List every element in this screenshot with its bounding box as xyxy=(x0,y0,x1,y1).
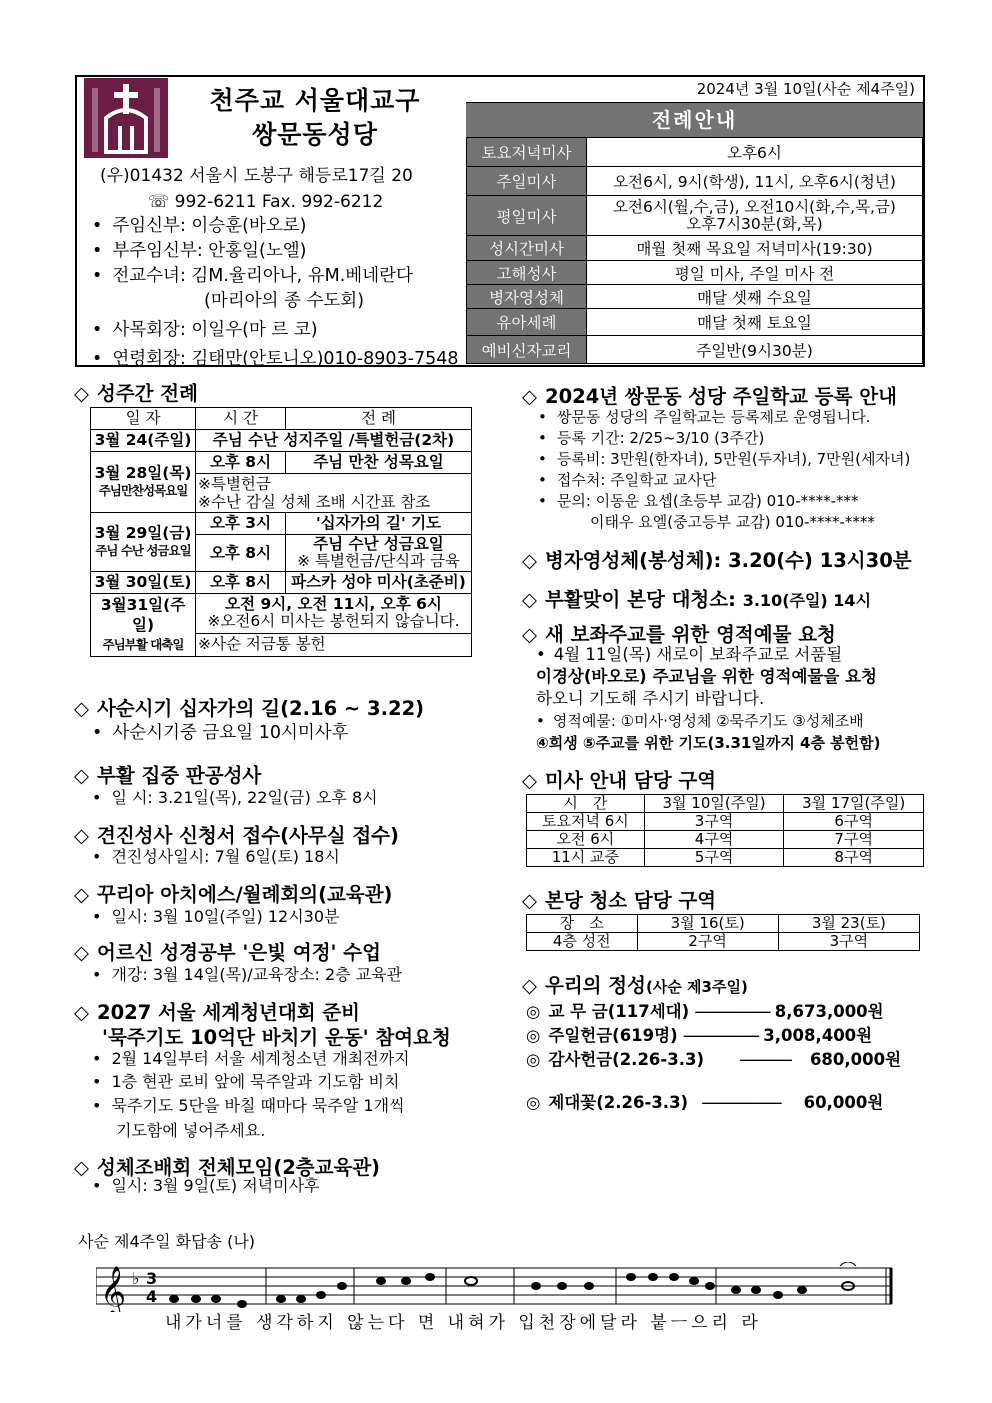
svg-text:3: 3 xyxy=(146,1269,158,1288)
list-item: • 일시: 3월 9일(토) 저녁미사후 xyxy=(92,1175,320,1197)
offering-row: ◎ 제대꽃(2.26-3.3) -------------------- 60,000원 xyxy=(526,1093,884,1112)
table-row: 11시 교중 5구역 8구역 xyxy=(527,849,924,867)
svg-text:♭: ♭ xyxy=(132,1269,140,1288)
table-row: 3월 29일(금) 주님 수난 성금요일 오후 3시 '십자가의 길' 기도 xyxy=(91,513,472,535)
table-row: 평일미사 오전6시(월,수,금), 오전10시(화,수,목,금) 오후7시30분(화,목) xyxy=(467,196,923,236)
table-row: 토요저녁미사 오후6시 xyxy=(467,138,923,167)
table-row: 유아세례 매달 첫째 토요일 xyxy=(467,309,923,336)
liturgy-guide-title: 전례안내 xyxy=(466,103,923,137)
curia-heading: ◇ 꾸리아 아치에스/월례회의(교육관) xyxy=(74,883,393,906)
sunday-school-list xyxy=(538,407,923,533)
table-row: 고해성사 평일 미사, 주일 미사 전 xyxy=(467,261,923,285)
sunday-school-heading: ◇ 2024년 쌍문동 성당 주일학교 등록 안내 xyxy=(522,385,897,408)
sick-communion-heading: ◇ 병자영성체(봉성체): 3.20(수) 13시30분 xyxy=(522,549,912,572)
offering-row: ◎ 주일헌금(619명) ------------------- 3,008,400원 xyxy=(526,1026,873,1045)
table-row: 예비신자교리 주일반(9시30분) xyxy=(467,336,923,364)
svg-text:4: 4 xyxy=(146,1287,158,1306)
staff-item-cont: (마리아의 종 수도회) xyxy=(204,291,365,311)
list-item: • 2월 14일부터 서울 세계청소년 개최전까지 xyxy=(92,1048,410,1070)
list-item: • 개강: 3월 14일(목)/교육장소: 2층 교육관 xyxy=(92,964,402,986)
table-row: 오전 6시 4구역 7구역 xyxy=(527,831,924,849)
table-row: 장 소 3월 16(토) 3월 23(토) xyxy=(527,915,920,933)
table-row: 3월31일(주일) 주님부활 대축일 오전 9시, 오전 11시, 오후 6시 ※오전6시 미사는 봉헌되지 않습니다. xyxy=(91,594,472,634)
cleaning-duty-heading: ◇ 본당 청소 담당 구역 xyxy=(522,889,717,912)
mass-schedule-table xyxy=(466,137,923,364)
table-row: 3월 24(주일) 주님 수난 성지주일 /특별헌금(2차) xyxy=(91,430,472,452)
table-row: ※특별헌금 ※수난 감실 성체 조배 시간표 참조 xyxy=(91,474,472,513)
offering-row: ◎ 교 무 금(117세대) ------------------- 8,673,000원 xyxy=(526,1002,884,1021)
wyd-subheading: '묵주기도 10억단 바치기 운동' 참여요청 xyxy=(102,1026,451,1049)
list-item-cont: 기도함에 넣어주세요. xyxy=(116,1121,266,1140)
list-item: • 쌍문동 성당의 주일학교는 등록제로 운영됩니다. xyxy=(538,407,923,428)
bulletin-date: 2024년 3월 10일(사순 제4주일) xyxy=(466,77,923,103)
staff-item: • 주임신부: 이승훈(바오로) xyxy=(92,216,307,236)
svg-text:𝄞: 𝄞 xyxy=(100,1266,127,1312)
list-item-cont: 이태우 요엘(중고등부 교감) 010-****-**** xyxy=(590,513,875,531)
parish-address: (우)01432 서울시 도봉구 해등로17길 20 xyxy=(100,166,413,186)
table-row: 3월 30일(토) 오후 8시 파스카 성야 미사(초준비) xyxy=(91,572,472,594)
list-item: • 등록비: 3만원(한자녀), 5만원(두자녀), 7만원(세자녀) xyxy=(538,449,923,470)
table-row: 병자영성체 매달 셋째 수요일 xyxy=(467,285,923,309)
staff-list xyxy=(92,214,462,372)
table-row: 오후 8시 주님 수난 성금요일 ※ 특별헌금/단식과 금육 xyxy=(91,535,472,572)
confession-heading: ◇ 부활 집중 판공성사 xyxy=(74,764,262,787)
table-row: 토요저녁 6시 3구역 6구역 xyxy=(527,813,924,831)
bishop-prayer-text: • 4월 11일(목) 새로이 보좌주교로 서품될 이경상(바오로) 주교님을 위한 영적예물을 요청 하오니 기도해 주시기 바랍니다. • 영적예물: ①미사·영성체 ②묵주기도 ③성체조배 ④희생 ⑤주교를 위한 기도(3.31일까지 4층 봉헌함) xyxy=(536,645,881,752)
wyd-heading: ◇ 2027 서울 세계청년대회 준비 xyxy=(74,1001,361,1024)
table-row: 주일미사 오전6시, 9시(학생), 11시, 오후6시(청년) xyxy=(467,167,923,196)
responsorial-psalm-title: 사순 제4주일 화답송 (나) xyxy=(78,1232,256,1251)
list-item: • 1층 현관 로비 앞에 묵주알과 기도함 비치 xyxy=(92,1071,399,1093)
table-row: 3월 28일(목) 주님만찬성목요일 오후 8시 주님 만찬 성목요일 xyxy=(91,452,472,474)
list-item: • 묵주기도 5단을 바칠 때마다 묵주알 1개씩 xyxy=(92,1095,405,1117)
parish-title-line1: 천주교 서울대교구 xyxy=(209,86,421,115)
list-item: • 사순시기중 금요일 10시미사후 xyxy=(92,722,349,744)
list-item: • 일 시: 3.21일(목), 22일(금) 오후 8시 xyxy=(92,787,378,809)
staff-item: • 전교수녀: 김M.율리아나, 유M.베네란다 xyxy=(92,266,413,286)
list-item: • 견진성사일시: 7월 6일(토) 18시 xyxy=(92,846,340,868)
offerings-heading: ◇ 우리의 정성(사순 제3주일) xyxy=(522,974,748,997)
staff-item: • 연령회장: 김태만(안토니오)010-8903-7548 xyxy=(92,349,459,369)
parish-title xyxy=(180,84,450,152)
parish-contact xyxy=(100,163,460,215)
mass-duty-table xyxy=(526,794,924,867)
adoration-heading: ◇ 성체조배회 전체모임(2층교육관) xyxy=(74,1156,381,1179)
table-header-row: 일 자 시 간 전 례 xyxy=(91,408,472,430)
parish-phone: ☏ 992-6211 Fax. 992-6212 xyxy=(148,192,384,212)
parish-title-line2: 쌍문동성당 xyxy=(252,120,378,149)
psalm-lyrics: 내가너를 생각하지 않는다 면 내혀가 입천장에달라 붙ㅡ으리 라 xyxy=(165,1313,762,1333)
table-row: 시 간 3월 10일(주일) 3월 17일(주일) xyxy=(527,795,924,813)
list-item: • 일시: 3월 10일(주일) 12시30분 xyxy=(92,906,339,928)
holy-week-table xyxy=(90,407,472,657)
list-item: • 등록 기간: 2/25~3/10 (3주간) xyxy=(538,428,923,449)
offering-row: ◎ 감사헌금(2.26-3.3) ------------- 680,000원 xyxy=(526,1050,902,1069)
staff-item: • 사목회장: 이일우(마 르 코) xyxy=(92,320,318,340)
confirmation-heading: ◇ 견진성사 신청서 접수(사무실 접수) xyxy=(74,824,399,847)
bible-class-heading: ◇ 어르신 성경공부 '은빛 여정' 수업 xyxy=(74,941,381,964)
mass-duty-heading: ◇ 미사 안내 담당 구역 xyxy=(522,769,717,792)
holy-week-heading: ◇ 성주간 전례 xyxy=(74,382,198,405)
table-row: 성시간미사 매월 첫째 목요일 저녁미사(19:30) xyxy=(467,236,923,261)
table-row: ※사순 저금통 봉헌 xyxy=(91,633,472,657)
bishop-prayer-heading: ◇ 새 보좌주교를 위한 영적예물 요청 xyxy=(522,623,836,646)
list-item: • 접수처: 주일학교 교사단 xyxy=(538,470,923,491)
staff-item: • 부주임신부: 안홍일(노엘) xyxy=(92,241,307,261)
table-row: 4층 성전 2구역 3구역 xyxy=(527,933,920,951)
stations-of-cross-heading: ◇ 사순시기 십자가의 길(2.16 ~ 3.22) xyxy=(74,697,425,720)
list-item: • 문의: 이동운 요셉(초등부 교감) 010-****-*** xyxy=(538,491,923,512)
cleaning-day-heading: ◇ 부활맞이 본당 대청소: 3.10(주일) 14시 xyxy=(522,588,872,611)
parish-logo xyxy=(84,78,168,158)
cleaning-duty-table xyxy=(526,914,920,951)
